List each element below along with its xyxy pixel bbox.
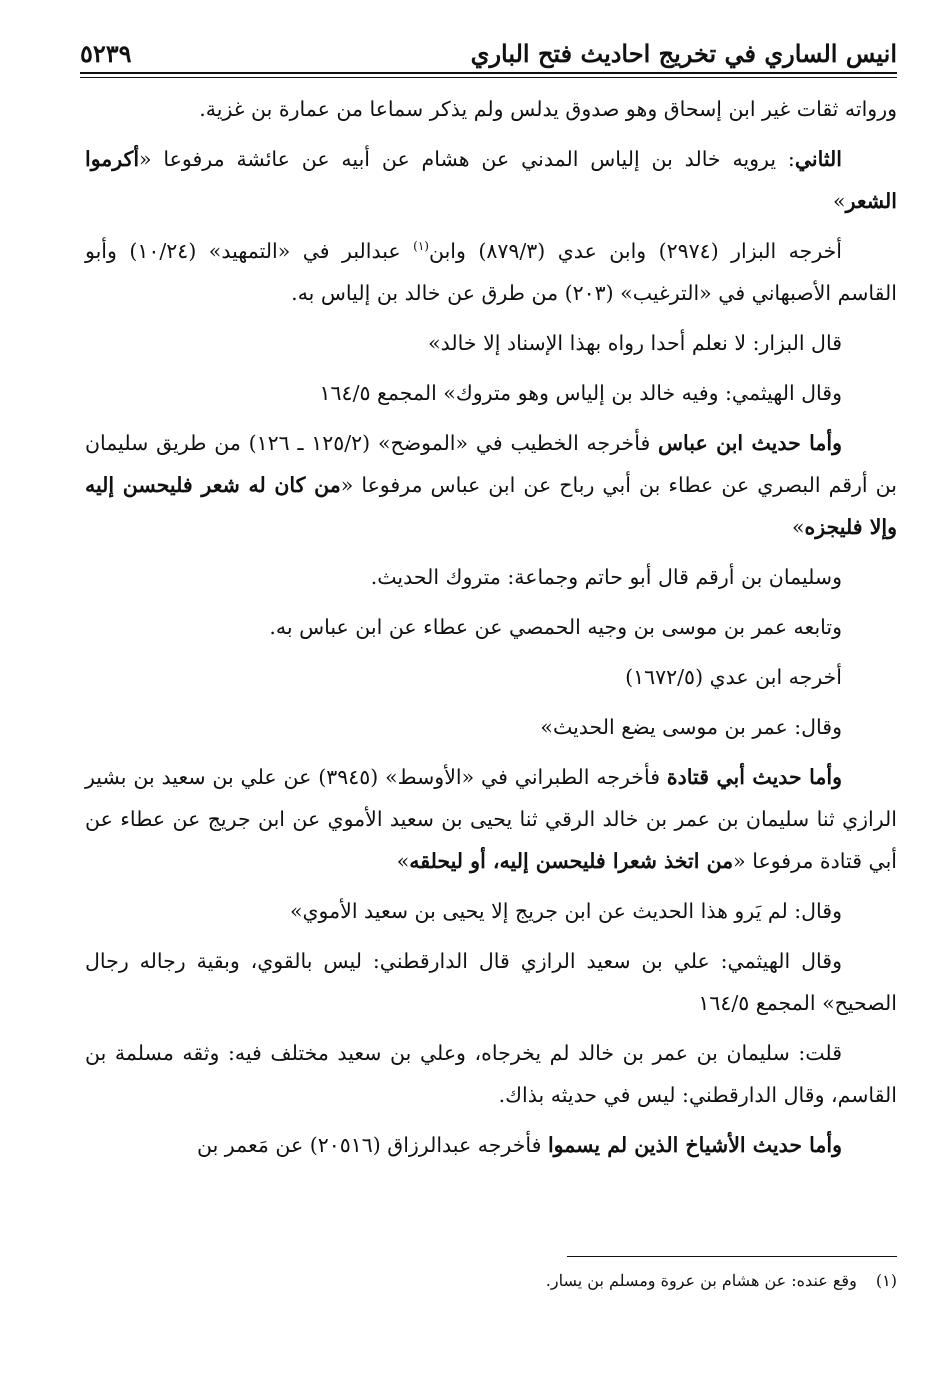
text-segment: فأخرجه الطبراني في «الأوسط» (٣٩٤٥) عن علي بن سعيد بن بشير الرازي ثنا سليمان بن عمر بن خالد الرقي ثنا يحيى بن سعيد الأموي عن ابن جريج عن عطاء عن أبي قتادة مرفوعا « (85, 765, 897, 873)
header-rule (80, 72, 897, 74)
page-number: ٥٢٣٩ (80, 39, 132, 68)
paragraph (85, 940, 897, 1024)
text-segment: ورواته ثقات غير ابن إسحاق وهو صدوق يدلس ولم يذكر سماعا من عمارة بن غزية. (199, 97, 897, 121)
text-segment: وتابعه عمر بن موسى بن وجيه الحمصي عن عطاء عن ابن عباس به. (269, 615, 842, 639)
footnote-ref: (١) (413, 239, 429, 254)
footnote-separator (567, 1256, 897, 1257)
bold-text: وأما حديث الأشياخ الذين لم يسموا (547, 1133, 842, 1157)
text-segment: وقال الهيثمي: علي بن سعيد الرازي قال الدارقطني: ليس بالقوي، وبقية رجاله رجال الصحيح» المجمع ١٦٤/٥ (85, 949, 897, 1015)
paragraph (85, 230, 897, 314)
bold-text: وأما حديث ابن عباس (658, 431, 842, 455)
paragraph (85, 656, 897, 698)
text-segment: وقال: لم يَرو هذا الحديث عن ابن جريج إلا يحيى بن سعيد الأموي» (289, 899, 842, 923)
paragraph (85, 556, 897, 598)
footnote (85, 1268, 897, 1294)
paragraph (85, 372, 897, 414)
paragraph (85, 1032, 897, 1116)
running-title: انيس الساري في تخريج احاديث فتح الباري (470, 39, 897, 68)
text-segment: » (791, 515, 805, 539)
paragraph (85, 1124, 897, 1166)
paragraph (85, 756, 897, 882)
text-segment: وقال: عمر بن موسى يضع الحديث» (540, 715, 842, 739)
paragraph (85, 322, 897, 364)
footnote-text: وقع عنده: عن هشام بن عروة ومسلم بن يسار. (545, 1271, 857, 1290)
text-segment: وسليمان بن أرقم قال أبو حاتم وجماعة: متروك الحديث. (370, 565, 842, 589)
body-text (85, 88, 897, 1174)
paragraph (85, 706, 897, 748)
paragraph (85, 606, 897, 648)
header-rule-thin (80, 77, 897, 78)
bold-text: من اتخذ شعرا فليحسن إليه، أو ليحلقه (409, 849, 734, 873)
text-segment: عبدالبر في «التمهيد» (١٠/٢٤) وأبو القاسم الأصبهاني في «الترغيب» (٢٠٣) من طرق عن خالد بن إلياس به. (85, 239, 897, 305)
footnote-number: (١) (875, 1271, 897, 1290)
text-segment: » (396, 849, 410, 873)
paragraph (85, 138, 897, 222)
paragraph (85, 422, 897, 548)
paragraph (85, 88, 897, 130)
paragraph (85, 890, 897, 932)
text-segment: : يرويه خالد بن إلياس المدني عن هشام عن أبيه عن عائشة مرفوعا « (139, 147, 795, 171)
page-header (80, 28, 897, 68)
text-segment: فأخرجه الخطيب في «الموضح» (١٢٥/٢ ـ ١٢٦) من طريق سليمان بن أرقم البصري عن عطاء بن أبي رباح عن ابن عباس مرفوعا « (85, 431, 897, 497)
text-segment: قلت: سليمان بن عمر بن خالد لم يخرجاه، وعلي بن سعيد مختلف فيه: وثقه مسلمة بن القاسم، وقال الدارقطني: ليس في حديثه بذاك. (85, 1041, 897, 1107)
text-segment: وقال الهيثمي: وفيه خالد بن إلياس وهو متروك» المجمع ١٦٤/٥ (319, 381, 842, 405)
bold-text: أكرموا الشعر (85, 147, 897, 213)
bold-text: من كان له شعر فليحسن إليه وإلا فليجزه (85, 473, 897, 539)
bold-text: وأما حديث أبي قتادة (666, 765, 843, 789)
text-segment: أخرجه البزار (٢٩٧٤) وابن عدي (٨٧٩/٣) وابن (428, 239, 842, 263)
text-segment: قال البزار: لا نعلم أحدا رواه بهذا الإسناد إلا خالد» (428, 331, 842, 355)
bold-text: الثاني (794, 147, 842, 171)
text-segment: أخرجه ابن عدي (١٦٧٢/٥) (625, 665, 842, 689)
text-segment: فأخرجه عبدالرزاق (٢٠٥١٦) عن مَعمر بن (196, 1133, 548, 1157)
text-segment: » (833, 189, 846, 213)
